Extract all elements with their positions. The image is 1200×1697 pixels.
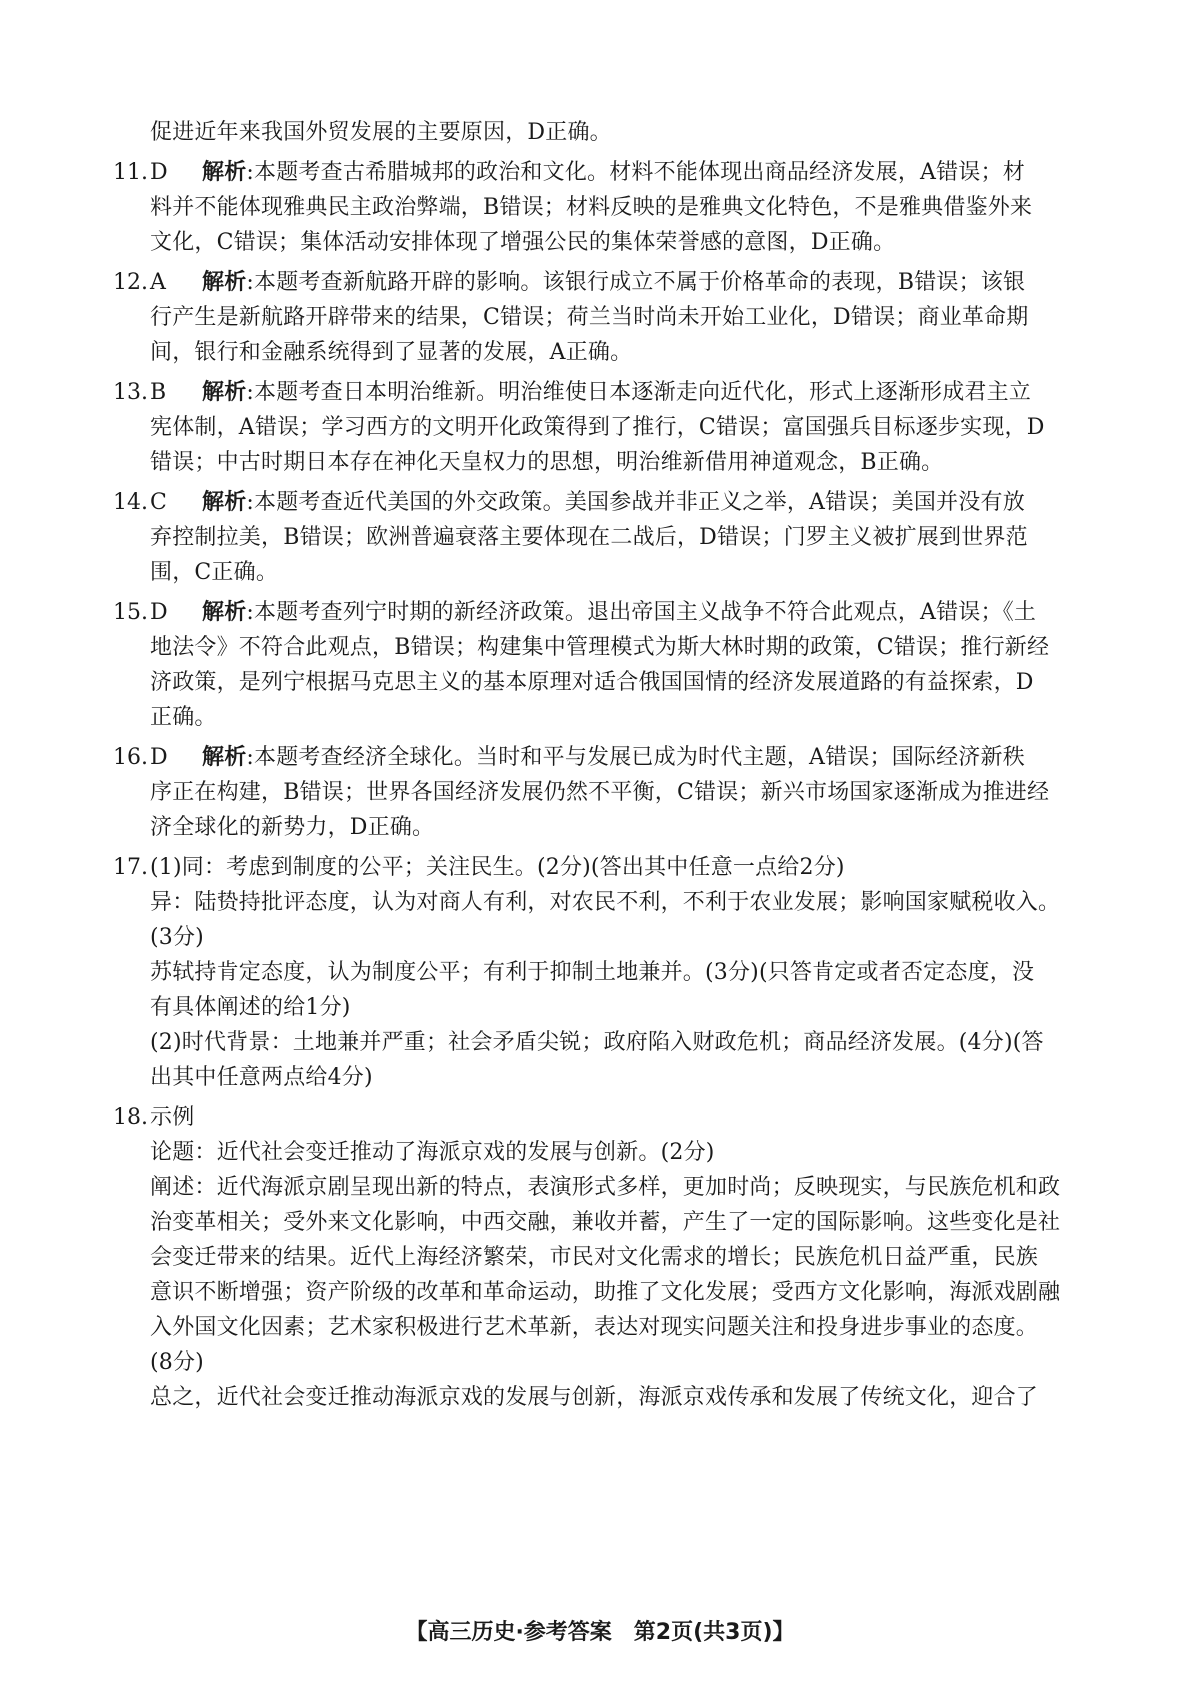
question-13-line-3: 错误；中古时期日本存在神化天皇权力的思想，明治维新借用神道观念，B正确。	[150, 450, 944, 475]
analysis-text: :本题考查近代美国的外交政策。美国参战并非正义之举，A错误；美国并没有放	[246, 490, 1025, 515]
answer-letter: D	[150, 600, 168, 625]
question-number: 12.	[113, 270, 148, 295]
question-number: 14.	[113, 490, 148, 515]
question-15-line-1	[150, 598, 1090, 628]
question-16-line-3: 济全球化的新势力，D正确。	[150, 815, 435, 840]
question-15-line-4: 正确。	[150, 705, 217, 730]
analysis-label: 解析	[202, 160, 247, 185]
question-18-line-5: 会变迁带来的结果。近代上海经济繁荣，市民对文化需求的增长；民族危机日益严重，民族	[150, 1245, 1039, 1270]
question-number: 17.	[113, 855, 148, 880]
analysis-text: :本题考查日本明治维新。明治维使日本逐渐走向近代化，形式上逐渐形成君主立	[246, 380, 1032, 405]
question-13-line-1	[150, 378, 1090, 408]
question-18-line-3: 阐述：近代海派京剧呈现出新的特点，表演形式多样，更加时尚；反映现实，与民族危机和政	[150, 1175, 1061, 1200]
question-18-line-9: 总之，近代社会变迁推动海派京戏的发展与创新，海派京戏传承和发展了传统文化，迎合了	[150, 1385, 1039, 1410]
question-number: 11.	[113, 160, 148, 185]
question-18-line-2: 论题：近代社会变迁推动了海派京戏的发展与创新。(2分)	[150, 1140, 715, 1165]
answer-letter: B	[150, 380, 167, 405]
analysis-text: :本题考查古希腊城邦的政治和文化。材料不能体现出商品经济发展，A错误；材	[246, 160, 1025, 185]
question-17-line-5: 有具体阐述的给1分)	[150, 995, 351, 1020]
question-18-line-7: 入外国文化因素；艺术家积极进行艺术革新，表达对现实问题关注和投身进步事业的态度。	[150, 1315, 1039, 1340]
analysis-label: 解析	[202, 270, 247, 295]
analysis-label: 解析	[202, 745, 247, 770]
analysis-label: 解析	[202, 380, 247, 405]
answer-letter: D	[150, 745, 168, 770]
question-12-line-2: 行产生是新航路开辟带来的结果，C错误；荷兰当时尚未开始工业化，D错误；商业革命期	[150, 305, 1029, 330]
question-15-line-2: 地法令》不符合此观点，B错误；构建集中管理模式为斯大林时期的政策，C错误；推行新经	[150, 635, 1050, 660]
analysis-text: :本题考查经济全球化。当时和平与发展已成为时代主题，A错误；国际经济新秩	[246, 745, 1025, 770]
question-18-line-6: 意识不断增强；资产阶级的改革和革命运动，助推了文化发展；受西方文化影响，海派戏剧融	[150, 1280, 1061, 1305]
question-17-line-1: (1)同：考虑到制度的公平；关注民生。(2分)(答出其中任意一点给2分)	[150, 855, 845, 880]
analysis-label: 解析	[202, 600, 247, 625]
text-line: 促进近年来我国外贸发展的主要原因，D正确。	[150, 120, 612, 145]
question-12-line-3: 间，银行和金融系统得到了显著的发展，A正确。	[150, 340, 633, 365]
question-number: 18.	[113, 1105, 148, 1130]
question-12-line-1	[150, 268, 1090, 298]
question-11-line-3: 文化，C错误；集体活动安排体现了增强公民的集体荣誉感的意图，D正确。	[150, 230, 896, 255]
question-17-line-6: (2)时代背景：土地兼并严重；社会矛盾尖锐；政府陷入财政危机；商品经济发展。(4分)(答	[150, 1030, 1044, 1055]
page-footer: 【高三历史·参考答案 第2页(共3页)】	[405, 1620, 795, 1645]
analysis-text: :本题考查新航路开辟的影响。该银行成立不属于价格革命的表现，B错误；该银	[246, 270, 1026, 295]
analysis-label: 解析	[202, 490, 247, 515]
question-18-line-1: 示例	[150, 1105, 195, 1130]
question-11-line-2: 料并不能体现雅典民主政治弊端，B错误；材料反映的是雅典文化特色，不是雅典借鉴外来	[150, 195, 1033, 220]
question-17-line-7: 出其中任意两点给4分)	[150, 1065, 373, 1090]
question-17-line-4: 苏轼持肯定态度，认为制度公平；有利于抑制土地兼并。(3分)(只答肯定或者否定态度，没	[150, 960, 1035, 985]
analysis-text: :本题考查列宁时期的新经济政策。退出帝国主义战争不符合此观点，A错误；《土	[246, 600, 1037, 625]
answer-letter: D	[150, 160, 168, 185]
question-17-line-2: 异：陆贽持批评态度，认为对商人有利，对农民不利，不利于农业发展；影响国家赋税收入。	[150, 890, 1061, 915]
question-13-line-2: 宪体制，A错误；学习西方的文明开化政策得到了推行，C错误；富国强兵目标逐步实现，D	[150, 415, 1045, 440]
question-16-line-1	[150, 743, 1090, 773]
question-number: 16.	[113, 745, 148, 770]
question-17-line-3: (3分)	[150, 925, 204, 950]
question-11-line-1	[150, 158, 1090, 188]
question-number: 13.	[113, 380, 148, 405]
question-15-line-3: 济政策，是列宁根据马克思主义的基本原理对适合俄国国情的经济发展道路的有益探索，D	[150, 670, 1034, 695]
question-16-line-2: 序正在构建，B错误；世界各国经济发展仍然不平衡，C错误；新兴市场国家逐渐成为推进经	[150, 780, 1050, 805]
question-14-line-2: 弃控制拉美，B错误；欧洲普遍衰落主要体现在二战后，D错误；门罗主义被扩展到世界范	[150, 525, 1028, 550]
question-18-line-8: (8分)	[150, 1350, 204, 1375]
question-18-line-4: 治变革相关；受外来文化影响，中西交融，兼收并蓄，产生了一定的国际影响。这些变化是社	[150, 1210, 1061, 1235]
question-14-line-1	[150, 488, 1090, 518]
answer-letter: C	[150, 490, 168, 515]
answer-letter: A	[150, 270, 167, 295]
question-number: 15.	[113, 600, 148, 625]
question-14-line-3: 围，C正确。	[150, 560, 279, 585]
